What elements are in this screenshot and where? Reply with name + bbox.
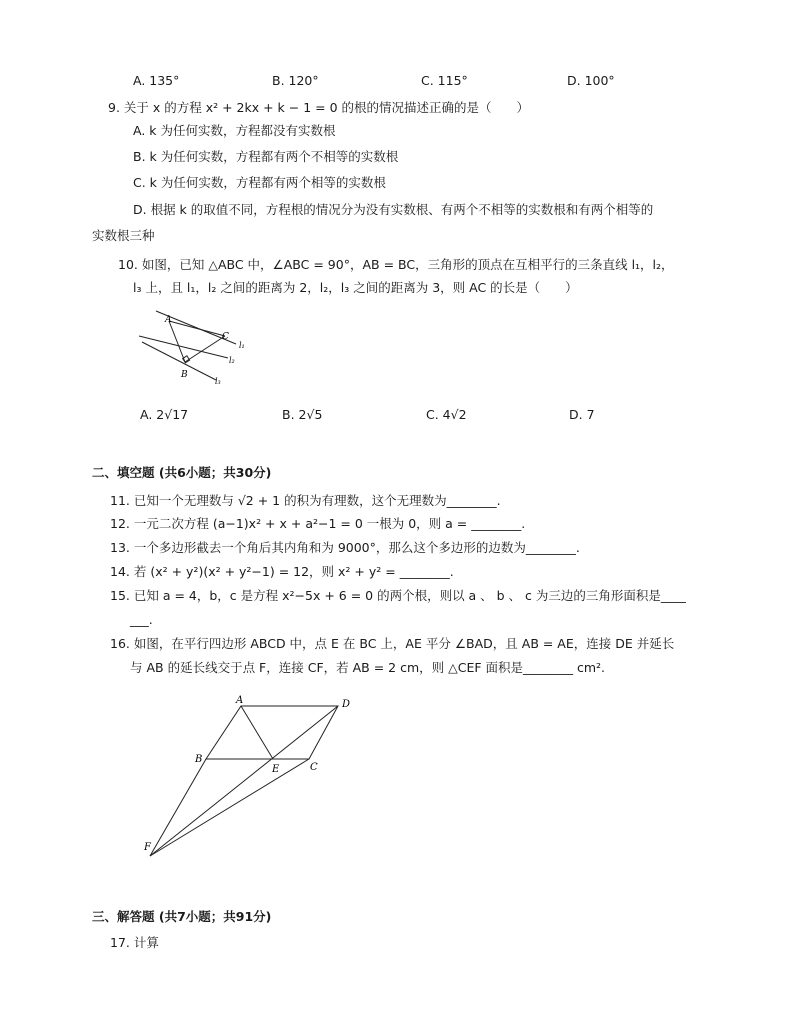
q10-label-l3: l₃: [215, 377, 221, 386]
q10-option-b: B. 2√5: [282, 407, 323, 422]
q9-option-d-continued: 实数根三种: [92, 228, 155, 243]
q16-figure: [140, 692, 365, 864]
q8-option-a: A. 135°: [133, 73, 180, 88]
q10-label-b: B: [181, 370, 188, 380]
q16-label-a: A: [236, 695, 244, 706]
q9-option-d: D. 根据 k 的取值不同，方程根的情况分为没有实数根、有两个不相等的实数根和有两个相等的: [133, 202, 654, 217]
q10-label-l2: l₂: [229, 356, 235, 365]
q10-stem-line1: 10. 如图，已知 △ABC 中，∠ABC = 90°，AB = BC，三角形的顶点在互相平行的三条直线 l₁，l₂，: [118, 257, 674, 272]
q10-stem-line2: l₃ 上，且 l₁，l₂ 之间的距离为 2，l₂，l₃ 之间的距离为 3，则 AC 的长是（ ）: [133, 280, 578, 295]
q17: 17. 计算: [110, 935, 159, 950]
q9-option-a: A. k 为任何实数，方程都没有实数根: [133, 123, 336, 138]
q10-label-c: C: [222, 332, 229, 342]
q15-line1: 15. 已知 a = 4，b，c 是方程 x²−5x + 6 = 0 的两个根，则以 a 、 b 、 c 为三边的三角形面积是____: [110, 588, 686, 603]
q10-option-a: A. 2√17: [140, 407, 189, 422]
q13: 13. 一个多边形截去一个角后其内角和为 9000°，那么这个多边形的边数为________.: [110, 540, 580, 555]
q16-label-c: C: [310, 762, 318, 773]
q12: 12. 一元二次方程 (a−1)x² + x + a²−1 = 0 一根为 0，则 a = ________.: [110, 516, 526, 531]
q10-option-c: C. 4√2: [426, 407, 467, 422]
section2-title: 二、填空题 (共6小题；共30分): [92, 465, 272, 480]
q10-option-d: D. 7: [569, 407, 595, 422]
q14: 14. 若 (x² + y²)(x² + y²−1) = 12，则 x² + y² = ________.: [110, 564, 454, 579]
q11: 11. 已知一个无理数与 √2 + 1 的积为有理数，这个无理数为________.: [110, 493, 501, 508]
q10-figure: [136, 306, 256, 390]
q16-label-e: E: [272, 764, 280, 775]
q10-label-l1: l₁: [239, 341, 245, 350]
q9-option-b: B. k 为任何实数，方程都有两个不相等的实数根: [133, 149, 399, 164]
q8-option-d: D. 100°: [567, 73, 615, 88]
q16-line1: 16. 如图，在平行四边形 ABCD 中，点 E 在 BC 上，AE 平分 ∠BAD，且 AB = AE，连接 DE 并延长: [110, 636, 675, 651]
q9-stem: 9. 关于 x 的方程 x² + 2kx + k − 1 = 0 的根的情况描述正确的是（ ）: [108, 100, 530, 115]
q16-label-d: D: [342, 699, 351, 710]
q16-line2: 与 AB 的延长线交于点 F，连接 CF，若 AB = 2 cm，则 △CEF 面积是________ cm².: [130, 660, 606, 675]
q10-label-a: A: [165, 315, 172, 325]
q16-label-b: B: [195, 754, 203, 765]
q8-option-b: B. 120°: [272, 73, 319, 88]
section3-title: 三、解答题 (共7小题；共91分): [92, 909, 272, 924]
q15-line2: ___.: [130, 612, 153, 627]
q8-option-c: C. 115°: [421, 73, 468, 88]
q9-option-c: C. k 为任何实数，方程都有两个相等的实数根: [133, 175, 386, 190]
q16-label-f: F: [144, 842, 151, 853]
